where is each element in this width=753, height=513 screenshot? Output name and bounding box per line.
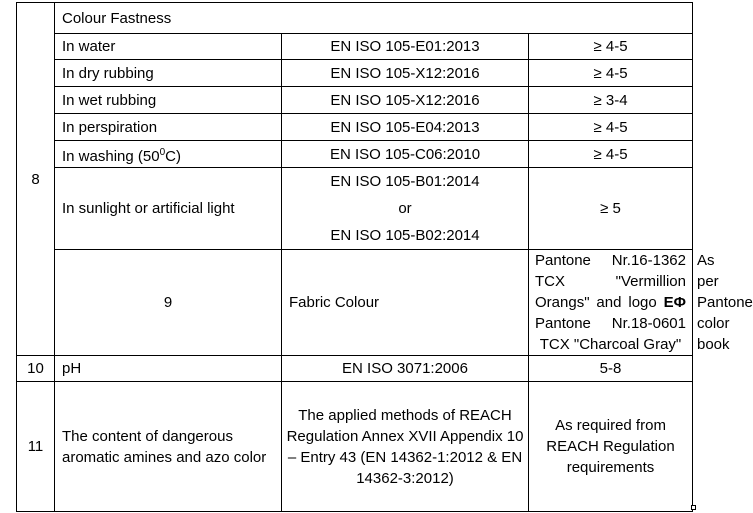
- table-row: [17, 114, 693, 141]
- method-option-b: EN ISO 105-B02:2014: [330, 227, 480, 244]
- property-cell: pH: [55, 356, 282, 382]
- test-method-cell: EN ISO 105-E01:2013: [282, 34, 529, 60]
- requirement-cell: ≥ 4-5: [529, 141, 693, 168]
- pantone-text-1: Pantone Nr.16-1362 TCX "Vermillion Orangs" and logo: [535, 252, 686, 311]
- washing-label-suffix: C): [165, 147, 181, 165]
- property-cell: The content of dangerous aromatic amines and azo color: [55, 382, 282, 512]
- property-cell: Fabric Colour: [282, 250, 529, 356]
- method-option-a: EN ISO 105-B01:2014: [330, 173, 480, 190]
- test-method-cell: EN ISO 105-X12:2016: [282, 87, 529, 114]
- property-cell: [55, 141, 282, 168]
- requirement-cell: ≥ 4-5: [529, 34, 693, 60]
- row-number: 11: [17, 382, 55, 512]
- table-resize-handle[interactable]: [691, 505, 696, 510]
- table-row: [17, 87, 693, 114]
- test-method-cell: EN ISO 3071:2006: [282, 356, 529, 382]
- washing-label-degree: 0: [159, 146, 166, 158]
- test-method-cell: EN ISO 105-C06:2010: [282, 141, 529, 168]
- test-method-cell: EN ISO 105-X12:2016: [282, 60, 529, 87]
- table-row: [17, 168, 693, 250]
- requirement-cell: ≥ 4-5: [529, 114, 693, 141]
- table-row: [17, 356, 693, 382]
- method-or: or: [398, 200, 412, 217]
- test-method-cell: The applied methods of REACH Regulation Annex XVII Appendix 10 – Entry 43 (EN 14362-1:2012 & EN 14362-3:2012): [282, 382, 529, 512]
- ef-logo-text: ΕΦ: [663, 294, 686, 311]
- table-row: [17, 141, 693, 168]
- table-row: [17, 3, 693, 34]
- table-row: [17, 60, 693, 87]
- table-row: 9 Fabric Colour Pantone Nr.16-1362 TCX "Vermillion Orangs" and logo ΕΦ Pantone Nr.18-0601 TCX "Charcoal Gray" As per Pantone color book: [17, 250, 693, 356]
- requirement-cell: ≥ 5: [529, 168, 693, 250]
- test-method-cell: [282, 168, 529, 250]
- pantone-text-2: Pantone Nr.18-0601 TCX "Charcoal Gray": [535, 315, 686, 353]
- property-cell: In water: [55, 34, 282, 60]
- requirement-cell: ≥ 4-5: [529, 60, 693, 87]
- property-cell: In sunlight or artificial light: [55, 168, 282, 250]
- specification-table: [16, 2, 753, 512]
- test-method-cell: EN ISO 105-E04:2013: [282, 114, 529, 141]
- requirement-cell: ≥ 3-4: [529, 87, 693, 114]
- table-row: [17, 34, 693, 60]
- property-cell: In dry rubbing: [55, 60, 282, 87]
- section-heading: Colour Fastness: [55, 3, 693, 34]
- row-number: 9: [55, 250, 282, 356]
- property-cell: In wet rubbing: [55, 87, 282, 114]
- row-number: 10: [17, 356, 55, 382]
- requirement-cell: 5-8: [529, 356, 693, 382]
- row-number: 8: [17, 3, 55, 356]
- test-method-cell: [529, 250, 693, 356]
- requirement-cell: As required from REACH Regulation requirements: [529, 382, 693, 512]
- washing-label-prefix: In washing (50: [62, 147, 160, 165]
- property-cell: In perspiration: [55, 114, 282, 141]
- table-row: [17, 382, 693, 512]
